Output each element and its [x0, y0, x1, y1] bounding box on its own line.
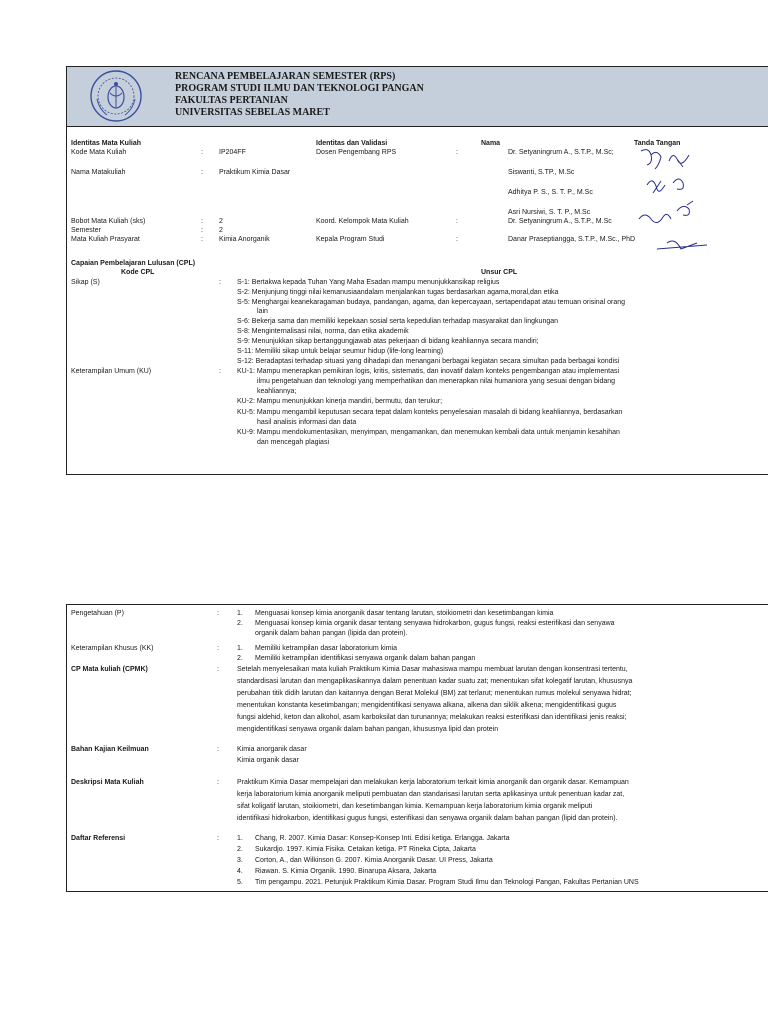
rps-page-1 [66, 66, 768, 475]
sikap-item: S-9: Menunjukkan sikap bertanggungjawab atas pekerjaan di bidang keahliannya secara mandiri; [237, 338, 539, 345]
colon: : [201, 218, 203, 225]
colon: : [201, 149, 203, 156]
university-seal-icon [89, 69, 143, 123]
list-number: 5. [237, 879, 243, 886]
colon: : [217, 666, 219, 673]
prasyarat-label: Mata Kuliah Prasyarat [71, 236, 140, 243]
cpmk-line: menentukan konstanta kesetimbangan; mengidentifikasi senyawa alkana, alkena dan siklik alkena; mengidentifikasi gugus [237, 702, 617, 709]
referensi-item: Corton, A., dan Wilkinson G. 2007. Kimia Anorganik Dasar. UI Press, Jakarta [255, 857, 493, 864]
koord-name: Dr. Setyaningrum A., S.T.P., M.Sc [508, 218, 612, 225]
header-line-1: RENCANA PEMBELAJARAN SEMESTER (RPS) [175, 71, 396, 82]
sikap-item: S-5: Menghargai keanekaragaman budaya, pandangan, agama, dan kepercayaan, sertapendapat atau temuan orisinal orang [237, 299, 625, 306]
colon: : [217, 779, 219, 786]
cpl-title: Capaian Pembelajaran Lulusan (CPL) [71, 260, 196, 267]
sikap-item: lain [257, 308, 268, 315]
sikap-label: Sikap (S) [71, 279, 100, 286]
cpmk-line: mengidentifikasi senyawa organik dalam bahan pangan, khususnya lipid dan protein [237, 726, 499, 733]
koord-label: Koord. Kelompok Mata Kuliah [316, 218, 409, 225]
bahan-label: Bahan Kajian Keilmuan [71, 746, 149, 753]
bobot-value: 2 [219, 218, 223, 225]
ku-item: KU-1: Mampu menerapkan pemikiran logis, kritis, sistematis, dan inovatif dalam konteks pengembangan atau implementasi [237, 368, 620, 375]
referensi-item: Sukardjo. 1997. Kimia Fisika. Cetakan ketiga. PT Rineka Cipta, Jakarta [255, 846, 476, 853]
colon: : [201, 227, 203, 234]
colon: : [217, 610, 219, 617]
signatures-image [637, 145, 717, 315]
sikap-item: S-8: Menginternalisasi nilai, norma, dan etika akademik [237, 328, 409, 335]
list-number: 1. [237, 610, 243, 617]
header-line-4: UNIVERSITAS SEBELAS MARET [175, 107, 330, 118]
document-header [67, 67, 768, 127]
cpmk-line: standardisasi larutan dan mengaplikasikannya dalam penentuan kadar suatu zat; menentukan sifat kolegatif larutan, khususnya [237, 678, 633, 685]
cpmk-line: Setelah menyelesaikan mata kuliah Praktikum Kimia Dasar mahasiswa mampu membuat larutan dengan konsentrasi tertentu, [237, 666, 628, 673]
pengetahuan-item: Menguasai konsep kimia anorganik dasar tentang larutan, stoikiometri dan kesetimbangan kimia [255, 610, 554, 617]
kaprodi-label: Kepala Program Studi [316, 236, 385, 243]
kode-label: Kode Mata Kuliah [71, 149, 127, 156]
kaprodi-name: Danar Praseptiangga, S.T.P., M.Sc., PhD [508, 236, 636, 243]
dosen-name-4: Asri Nursiwi, S. T. P., M.Sc [508, 209, 591, 216]
colon: : [456, 236, 458, 243]
cpmk-line: perubahan titik didih larutan dan kaitannya dengan Berat Molekul (BM) zat terlarut; menentukan rumus molekul senyawa hidrat; [237, 690, 632, 697]
list-number: 4. [237, 868, 243, 875]
pengetahuan-item: Menguasai konsep kimia organik dasar tentang senyawa hidrokarbon, gugus fungsi, reaksi esterifikasi dan senyawa [255, 620, 615, 627]
ttd-heading: Tanda Tangan [634, 140, 681, 147]
colon: : [217, 835, 219, 842]
sikap-item: S-12: Beradaptasi terhadap situasi yang dihadapi dan menangani berbagai kegiatan secara simultan pada berbagai kondisi [237, 358, 620, 365]
nama-heading: Nama [481, 140, 501, 147]
colon: : [456, 218, 458, 225]
list-number: 3. [237, 857, 243, 864]
deskripsi-line: Praktikum Kimia Dasar mempelajari dan melakukan kerja laboratorium terkait kimia anorganik dan organik dasar. Kemampuan [237, 779, 629, 786]
sikap-item: S-2: Menjunjung tinggi nilai kemanusiaandalam menjalankan tugas berdasarkan agama,moral,dan etika [237, 289, 559, 296]
referensi-item: Tim pengampu. 2021. Petunjuk Praktikum Kimia Dasar. Program Studi Ilmu dan Teknologi Pangan, Fakultas Pertanian UNS [255, 879, 639, 886]
referensi-item: Chang, R. 2007. Kimia Dasar: Konsep-Konsep Inti. Edisi ketiga. Erlangga. Jakarta [255, 835, 510, 842]
header-line-2: PROGRAM STUDI ILMU DAN TEKNOLOGI PANGAN [175, 83, 424, 94]
kk-item: Memiliki ketrampilan identifikasi senyawa organik dalam bahan pangan [255, 655, 476, 662]
kode-cpl-heading: Kode CPL [121, 269, 155, 276]
validasi-heading: Identitas dan Validasi [316, 140, 388, 147]
pengetahuan-item: organik dalam bahan pangan (lipida dan protein). [255, 630, 408, 637]
list-number: 2. [237, 655, 243, 662]
cpmk-line: fungsi aldehid, keton dan alkohol, asam karboksilat dan turunannya; melakukan reaksi esterifikasi dan identifikasi jenis reaksi; [237, 714, 627, 721]
pengetahuan-label: Pengetahuan (P) [71, 610, 124, 617]
deskripsi-line: kerja laboratorium kimia anorganik meliputi pembuatan dan standarisasi larutan serta aplikasinya untuk penentuan kadar zat, [237, 791, 625, 798]
dosen-name-2: Siswanti, S.TP., M.Sc [508, 169, 575, 176]
ku-label: Keterampilan Umum (KU) [71, 368, 152, 375]
list-number: 2. [237, 846, 243, 853]
ku-item: dan mencegah plagiasi [257, 439, 329, 446]
colon: : [219, 368, 221, 375]
kode-value: IP204FF [219, 149, 246, 156]
kk-label: Keterampilan Khusus (KK) [71, 645, 154, 652]
ku-item: KU-9: Mampu mendokumentasikan, menyimpan, mengamankan, dan menemukan kembali data untuk menjamin kesahihan [237, 429, 620, 436]
semester-label: Semester [71, 227, 101, 234]
dosen-label: Dosen Pengembang RPS [316, 149, 397, 156]
header-line-3: FAKULTAS PERTANIAN [175, 95, 288, 106]
sikap-item: S-11: Memiliki sikap untuk belajar seumur hidup (life-long learning) [237, 348, 444, 355]
ku-item: ilmu pengetahuan dan teknologi yang memperhatikan dan menerapkan nilai humaniora yang sesuai dengan bidang [257, 378, 616, 385]
bahan-line: Kimia anorganik dasar [237, 746, 307, 753]
nama-value: Praktikum Kimia Dasar [219, 169, 291, 176]
sikap-item: S-6: Bekerja sama dan memiliki kepekaan sosial serta kepedulian terhadap masyarakat dan lingkungan [237, 318, 559, 325]
identitas-heading: Identitas Mata Kuliah [71, 140, 142, 147]
prasyarat-value: Kimia Anorganik [219, 236, 270, 243]
colon: : [219, 279, 221, 286]
sikap-item: S-1: Bertakwa kepada Tuhan Yang Maha Esadan mampu menunjukkansikap religius [237, 279, 500, 286]
dosen-name-3: Adhitya P. S., S. T. P., M.Sc [508, 189, 593, 196]
colon: : [456, 149, 458, 156]
ku-item: KU-5: Mampu mengambil keputusan secara tepat dalam konteks penyelesaian masalah di bidang keahliannya, berdasarkan [237, 409, 623, 416]
ku-item: KU-2: Mampu menunjukkan kinerja mandiri, bermutu, dan terukur; [237, 398, 443, 405]
deskripsi-line: identifikasi hidrokarbon, identifikasi gugus fungsi, esterifikasi dan senyawa organik dalam bahan pangan (lipid dan protein). [237, 815, 618, 822]
colon: : [217, 746, 219, 753]
bahan-line: Kimia organik dasar [237, 757, 299, 764]
list-number: 1. [237, 835, 243, 842]
list-number: 2. [237, 620, 243, 627]
unsur-cpl-heading: Unsur CPL [481, 269, 518, 276]
colon: : [201, 236, 203, 243]
colon: : [201, 169, 203, 176]
ku-item: hasil analisis informasi dan data [257, 419, 357, 426]
rps-page-2 [66, 604, 768, 892]
referensi-label: Daftar Referensi [71, 835, 126, 842]
referensi-item: Riawan. S. Kimia Organik. 1990. Binarupa Aksara, Jakarta [255, 868, 437, 875]
nama-label: Nama Matakuliah [71, 169, 126, 176]
ku-item: keahliannya; [257, 388, 297, 395]
kk-item: Memiliki ketrampilan dasar laboratorium kimia [255, 645, 397, 652]
colon: : [217, 645, 219, 652]
deskripsi-line: sifat koligatif larutan, stoikiometri, dan kesetimbangan kimia. Kemampuan kerja laboratorium kimia organik meliputi [237, 803, 593, 810]
dosen-name-1: Dr. Setyaningrum A., S.T.P., M.Sc; [508, 149, 614, 156]
bobot-label: Bobot Mata Kuliah (sks) [71, 218, 146, 225]
deskripsi-label: Deskripsi Mata Kuliah [71, 779, 144, 786]
cpmk-label: CP Mata kuliah (CPMK) [71, 666, 148, 673]
list-number: 1. [237, 645, 243, 652]
semester-value: 2 [219, 227, 223, 234]
